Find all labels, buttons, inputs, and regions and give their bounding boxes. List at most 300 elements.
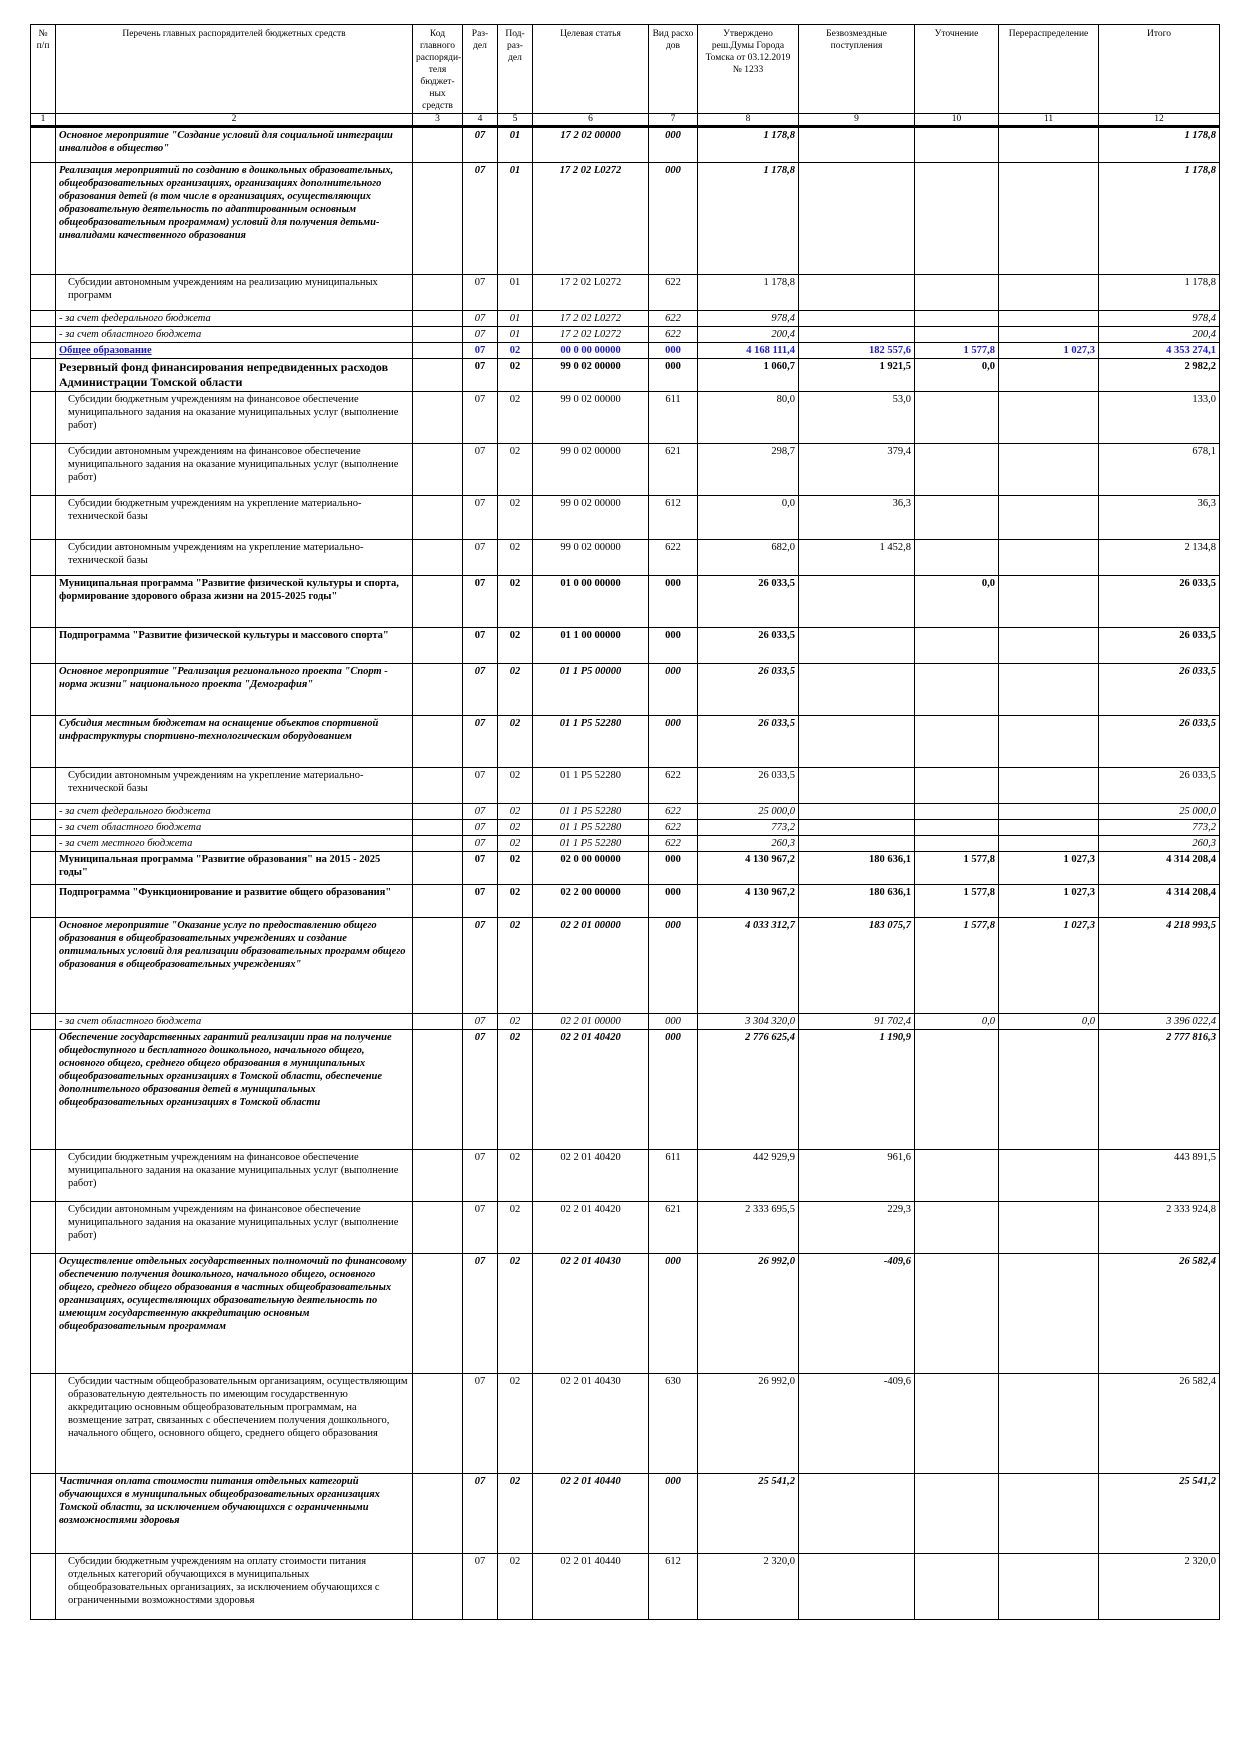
- row-number-cell: [31, 1014, 56, 1030]
- clarification-cell: [915, 496, 999, 540]
- subsection-cell: 02: [498, 1374, 533, 1474]
- subsection-cell: 02: [498, 1554, 533, 1620]
- redistribution-cell: [999, 1374, 1099, 1474]
- column-number: 11: [999, 114, 1099, 127]
- redistribution-cell: [999, 1150, 1099, 1202]
- distributor-code-cell: [413, 576, 463, 628]
- grants-cell: [799, 1554, 915, 1620]
- distributor-code-cell: [413, 804, 463, 820]
- target-article-cell: 01 1 P5 52280: [533, 716, 649, 768]
- item-name-cell: Основное мероприятие "Создание условий для социальной интеграции инвалидов в общество": [56, 127, 413, 163]
- approved-amount-cell: 26 033,5: [698, 628, 799, 664]
- distributor-code-cell: [413, 1202, 463, 1254]
- column-number: 1: [31, 114, 56, 127]
- grants-cell: 91 702,4: [799, 1014, 915, 1030]
- distributor-code-cell: [413, 444, 463, 496]
- clarification-cell: [915, 664, 999, 716]
- clarification-cell: [915, 1030, 999, 1150]
- target-article-cell: 01 1 P5 52280: [533, 836, 649, 852]
- row-number-cell: [31, 496, 56, 540]
- expense-type-cell: 000: [649, 359, 698, 392]
- section-cell: 07: [463, 1474, 498, 1554]
- clarification-cell: 1 577,8: [915, 852, 999, 885]
- total-cell: 260,3: [1099, 836, 1220, 852]
- subsection-cell: 01: [498, 127, 533, 163]
- section-cell: 07: [463, 852, 498, 885]
- subsection-cell: 02: [498, 628, 533, 664]
- column-number: 2: [56, 114, 413, 127]
- redistribution-cell: [999, 392, 1099, 444]
- grants-cell: -409,6: [799, 1254, 915, 1374]
- item-name-cell: - за счет областного бюджета: [56, 327, 413, 343]
- subsection-cell: 02: [498, 664, 533, 716]
- table-row: [31, 804, 1220, 820]
- redistribution-cell: [999, 804, 1099, 820]
- section-cell: 07: [463, 275, 498, 311]
- section-cell: 07: [463, 359, 498, 392]
- expense-type-cell: 622: [649, 311, 698, 327]
- clarification-cell: [915, 836, 999, 852]
- grants-cell: 183 075,7: [799, 918, 915, 1014]
- total-cell: 26 033,5: [1099, 768, 1220, 804]
- table-row: [31, 127, 1220, 163]
- subsection-cell: 02: [498, 576, 533, 628]
- redistribution-cell: [999, 359, 1099, 392]
- table-row: [31, 163, 1220, 275]
- approved-amount-cell: 442 929,9: [698, 1150, 799, 1202]
- header-cell: Безвозмездные поступления: [799, 25, 915, 114]
- row-number-cell: [31, 1254, 56, 1374]
- item-name-cell: Муниципальная программа "Развитие физической культуры и спорта, формирование здорового образа жизни на 2015-2025 годы": [56, 576, 413, 628]
- column-number: 6: [533, 114, 649, 127]
- grants-cell: [799, 820, 915, 836]
- redistribution-cell: [999, 311, 1099, 327]
- column-number: 10: [915, 114, 999, 127]
- expense-type-cell: 612: [649, 496, 698, 540]
- grants-cell: [799, 275, 915, 311]
- expense-type-cell: 621: [649, 1202, 698, 1254]
- approved-amount-cell: 26 033,5: [698, 716, 799, 768]
- section-cell: 07: [463, 1150, 498, 1202]
- section-cell: 07: [463, 163, 498, 275]
- target-article-cell: 02 0 00 00000: [533, 852, 649, 885]
- grants-cell: 180 636,1: [799, 885, 915, 918]
- distributor-code-cell: [413, 1150, 463, 1202]
- row-number-cell: [31, 885, 56, 918]
- column-number: 9: [799, 114, 915, 127]
- subsection-cell: 02: [498, 359, 533, 392]
- total-cell: 678,1: [1099, 444, 1220, 496]
- target-article-cell: 02 2 00 00000: [533, 885, 649, 918]
- approved-amount-cell: 0,0: [698, 496, 799, 540]
- target-article-cell: 17 2 02 00000: [533, 127, 649, 163]
- total-cell: 25 000,0: [1099, 804, 1220, 820]
- clarification-cell: 1 577,8: [915, 885, 999, 918]
- section-cell: 07: [463, 127, 498, 163]
- approved-amount-cell: 200,4: [698, 327, 799, 343]
- section-cell: 07: [463, 576, 498, 628]
- column-number-row: [31, 114, 1220, 127]
- subsection-cell: 02: [498, 1254, 533, 1374]
- expense-type-cell: 000: [649, 576, 698, 628]
- item-name-cell: Субсидии автономным учреждениям на укрепление материально-технической базы: [56, 768, 413, 804]
- subsection-cell: 01: [498, 163, 533, 275]
- approved-amount-cell: 4 130 967,2: [698, 852, 799, 885]
- section-cell: 07: [463, 836, 498, 852]
- subsection-cell: 02: [498, 804, 533, 820]
- total-cell: 4 218 993,5: [1099, 918, 1220, 1014]
- subsection-cell: 02: [498, 852, 533, 885]
- table-row: [31, 1150, 1220, 1202]
- redistribution-cell: [999, 1202, 1099, 1254]
- total-cell: 26 033,5: [1099, 628, 1220, 664]
- row-number-cell: [31, 804, 56, 820]
- expense-type-cell: 000: [649, 343, 698, 359]
- clarification-cell: [915, 392, 999, 444]
- target-article-cell: 01 1 P5 52280: [533, 768, 649, 804]
- row-number-cell: [31, 918, 56, 1014]
- table-row: [31, 275, 1220, 311]
- grants-cell: [799, 716, 915, 768]
- row-number-cell: [31, 540, 56, 576]
- row-number-cell: [31, 275, 56, 311]
- clarification-cell: [915, 804, 999, 820]
- table-row: [31, 836, 1220, 852]
- total-cell: 3 396 022,4: [1099, 1014, 1220, 1030]
- redistribution-cell: [999, 716, 1099, 768]
- redistribution-cell: 1 027,3: [999, 852, 1099, 885]
- table-body: [31, 127, 1220, 1620]
- clarification-cell: [915, 1554, 999, 1620]
- subsection-cell: 02: [498, 716, 533, 768]
- column-number: 4: [463, 114, 498, 127]
- section-cell: 07: [463, 1014, 498, 1030]
- subsection-cell: 01: [498, 327, 533, 343]
- item-name-cell: - за счет местного бюджета: [56, 836, 413, 852]
- section-cell: 07: [463, 664, 498, 716]
- total-cell: 2 777 816,3: [1099, 1030, 1220, 1150]
- item-name-cell: - за счет федерального бюджета: [56, 804, 413, 820]
- target-article-cell: 02 2 01 40420: [533, 1030, 649, 1150]
- distributor-code-cell: [413, 836, 463, 852]
- table-row: [31, 311, 1220, 327]
- target-article-cell: 01 1 P5 52280: [533, 820, 649, 836]
- target-article-cell: 99 0 02 00000: [533, 444, 649, 496]
- clarification-cell: [915, 1374, 999, 1474]
- table-row: [31, 885, 1220, 918]
- item-name-cell: Общее образование: [56, 343, 413, 359]
- section-cell: 07: [463, 327, 498, 343]
- target-article-cell: 99 0 02 00000: [533, 359, 649, 392]
- header-cell: Уточнение: [915, 25, 999, 114]
- approved-amount-cell: 25 000,0: [698, 804, 799, 820]
- target-article-cell: 02 2 01 40430: [533, 1374, 649, 1474]
- distributor-code-cell: [413, 359, 463, 392]
- header-cell: Целевая статья: [533, 25, 649, 114]
- grants-cell: 1 452,8: [799, 540, 915, 576]
- approved-amount-cell: 773,2: [698, 820, 799, 836]
- table-row: [31, 359, 1220, 392]
- section-cell: 07: [463, 1202, 498, 1254]
- section-cell: 07: [463, 820, 498, 836]
- target-article-cell: 02 2 01 40420: [533, 1202, 649, 1254]
- item-name-cell: - за счет областного бюджета: [56, 1014, 413, 1030]
- section-cell: 07: [463, 343, 498, 359]
- distributor-code-cell: [413, 127, 463, 163]
- approved-amount-cell: 26 033,5: [698, 576, 799, 628]
- approved-amount-cell: 682,0: [698, 540, 799, 576]
- grants-cell: [799, 127, 915, 163]
- distributor-code-cell: [413, 496, 463, 540]
- approved-amount-cell: 80,0: [698, 392, 799, 444]
- grants-cell: [799, 163, 915, 275]
- table-row: [31, 1030, 1220, 1150]
- item-name-cell: Субсидии частным общеобразовательным организациям, осуществляющим образовательную деятельность по имеющим государственную аккредитацию основным общеобразовательным программам, на возмещение затрат, связанных с обеспечением получения дошкольного, начального общего, основного общего, среднего общего образования: [56, 1374, 413, 1474]
- section-cell: 07: [463, 311, 498, 327]
- row-number-cell: [31, 576, 56, 628]
- clarification-cell: [915, 1254, 999, 1374]
- grants-cell: [799, 311, 915, 327]
- distributor-code-cell: [413, 1014, 463, 1030]
- target-article-cell: 02 2 01 40440: [533, 1474, 649, 1554]
- item-name-cell: Субсидии автономным учреждениям на финансовое обеспечение муниципального задания на оказание муниципальных услуг (выполнение работ): [56, 1202, 413, 1254]
- distributor-code-cell: [413, 885, 463, 918]
- total-cell: 1 178,8: [1099, 163, 1220, 275]
- approved-amount-cell: 26 992,0: [698, 1374, 799, 1474]
- total-cell: 2 320,0: [1099, 1554, 1220, 1620]
- total-cell: 26 582,4: [1099, 1254, 1220, 1374]
- target-article-cell: 02 2 01 00000: [533, 918, 649, 1014]
- distributor-code-cell: [413, 628, 463, 664]
- row-number-cell: [31, 311, 56, 327]
- clarification-cell: [915, 540, 999, 576]
- distributor-code-cell: [413, 1554, 463, 1620]
- column-number: 3: [413, 114, 463, 127]
- expense-type-cell: 000: [649, 1474, 698, 1554]
- approved-amount-cell: 4 033 312,7: [698, 918, 799, 1014]
- section-cell: 07: [463, 496, 498, 540]
- section-cell: 07: [463, 716, 498, 768]
- grants-cell: 36,3: [799, 496, 915, 540]
- clarification-cell: [915, 1474, 999, 1554]
- distributor-code-cell: [413, 1030, 463, 1150]
- target-article-cell: 17 2 02 L0272: [533, 275, 649, 311]
- expense-type-cell: 622: [649, 804, 698, 820]
- approved-amount-cell: 1 178,8: [698, 127, 799, 163]
- grants-cell: 379,4: [799, 444, 915, 496]
- section-cell: 07: [463, 804, 498, 820]
- distributor-code-cell: [413, 275, 463, 311]
- redistribution-cell: 1 027,3: [999, 343, 1099, 359]
- total-cell: 2 333 924,8: [1099, 1202, 1220, 1254]
- item-name-cell: Резервный фонд финансирования непредвиденных расходов Администрации Томской области: [56, 359, 413, 392]
- header-cell: Код главного распоряди-теля бюджет-ных средств: [413, 25, 463, 114]
- clarification-cell: [915, 275, 999, 311]
- row-number-cell: [31, 127, 56, 163]
- subsection-cell: 02: [498, 768, 533, 804]
- subsection-cell: 02: [498, 885, 533, 918]
- total-cell: 26 033,5: [1099, 664, 1220, 716]
- redistribution-cell: 1 027,3: [999, 918, 1099, 1014]
- total-cell: 773,2: [1099, 820, 1220, 836]
- expense-type-cell: 622: [649, 327, 698, 343]
- subsection-cell: 02: [498, 918, 533, 1014]
- distributor-code-cell: [413, 392, 463, 444]
- item-name-cell: Субсидии бюджетным учреждениям на оплату стоимости питания отдельных категорий обучающихся в муниципальных общеобразовательных организациях, за исключением обучающихся с ограниченными возможностями здоровья: [56, 1554, 413, 1620]
- distributor-code-cell: [413, 716, 463, 768]
- approved-amount-cell: 2 776 625,4: [698, 1030, 799, 1150]
- total-cell: 4 314 208,4: [1099, 852, 1220, 885]
- total-cell: 443 891,5: [1099, 1150, 1220, 1202]
- redistribution-cell: [999, 444, 1099, 496]
- total-cell: 4 353 274,1: [1099, 343, 1220, 359]
- row-number-cell: [31, 327, 56, 343]
- target-article-cell: 01 1 P5 00000: [533, 664, 649, 716]
- section-cell: 07: [463, 444, 498, 496]
- expense-type-cell: 000: [649, 664, 698, 716]
- row-number-cell: [31, 1030, 56, 1150]
- distributor-code-cell: [413, 664, 463, 716]
- distributor-code-cell: [413, 820, 463, 836]
- target-article-cell: 17 2 02 L0272: [533, 163, 649, 275]
- subsection-cell: 01: [498, 275, 533, 311]
- table-row: [31, 1014, 1220, 1030]
- clarification-cell: [915, 820, 999, 836]
- section-cell: 07: [463, 1554, 498, 1620]
- approved-amount-cell: 1 178,8: [698, 275, 799, 311]
- approved-amount-cell: 260,3: [698, 836, 799, 852]
- expense-type-cell: 000: [649, 1014, 698, 1030]
- subsection-cell: 02: [498, 836, 533, 852]
- item-name-cell: Подпрограмма "Функционирование и развитие общего образования": [56, 885, 413, 918]
- table-row: [31, 716, 1220, 768]
- section-cell: 07: [463, 392, 498, 444]
- subsection-cell: 02: [498, 444, 533, 496]
- redistribution-cell: [999, 163, 1099, 275]
- redistribution-cell: 0,0: [999, 1014, 1099, 1030]
- redistribution-cell: [999, 768, 1099, 804]
- total-cell: 25 541,2: [1099, 1474, 1220, 1554]
- row-number-cell: [31, 343, 56, 359]
- item-name-cell: Обеспечение государственных гарантий реализации прав на получение общедоступного и бесплатного дошкольного, начального общего, основного общего, среднего общего образования в муниципальных общеобразовательных организациях в Томской области, обеспечение дополнительного образования детей в муниципальных общеобразовательных организациях в Томской области: [56, 1030, 413, 1150]
- table-row: [31, 392, 1220, 444]
- approved-amount-cell: 26 992,0: [698, 1254, 799, 1374]
- section-cell: 07: [463, 1030, 498, 1150]
- approved-amount-cell: 2 333 695,5: [698, 1202, 799, 1254]
- clarification-cell: 0,0: [915, 576, 999, 628]
- table-row: [31, 768, 1220, 804]
- target-article-cell: 01 1 00 00000: [533, 628, 649, 664]
- subsection-cell: 02: [498, 540, 533, 576]
- target-article-cell: 99 0 02 00000: [533, 392, 649, 444]
- total-cell: 2 982,2: [1099, 359, 1220, 392]
- subsection-cell: 02: [498, 820, 533, 836]
- expense-type-cell: 611: [649, 1150, 698, 1202]
- clarification-cell: 0,0: [915, 359, 999, 392]
- distributor-code-cell: [413, 163, 463, 275]
- clarification-cell: [915, 1150, 999, 1202]
- clarification-cell: [915, 444, 999, 496]
- total-cell: 200,4: [1099, 327, 1220, 343]
- expense-type-cell: 630: [649, 1374, 698, 1474]
- grants-cell: [799, 836, 915, 852]
- table-row: [31, 1254, 1220, 1374]
- row-number-cell: [31, 836, 56, 852]
- expense-type-cell: 000: [649, 885, 698, 918]
- item-name-cell: Субсидия местным бюджетам на оснащение объектов спортивной инфраструктуры спортивно-технологическим оборудованием: [56, 716, 413, 768]
- target-article-cell: 02 2 01 40420: [533, 1150, 649, 1202]
- target-article-cell: 02 2 01 00000: [533, 1014, 649, 1030]
- row-number-cell: [31, 768, 56, 804]
- grants-cell: 961,6: [799, 1150, 915, 1202]
- expense-type-cell: 000: [649, 918, 698, 1014]
- expense-type-cell: 622: [649, 820, 698, 836]
- subsection-cell: 02: [498, 496, 533, 540]
- subsection-cell: 02: [498, 1150, 533, 1202]
- row-number-cell: [31, 1374, 56, 1474]
- row-number-cell: [31, 392, 56, 444]
- grants-cell: 229,3: [799, 1202, 915, 1254]
- approved-amount-cell: 298,7: [698, 444, 799, 496]
- target-article-cell: 17 2 02 L0272: [533, 327, 649, 343]
- target-article-cell: 99 0 02 00000: [533, 496, 649, 540]
- target-article-cell: 00 0 00 00000: [533, 343, 649, 359]
- total-cell: 26 033,5: [1099, 576, 1220, 628]
- subsection-cell: 02: [498, 1030, 533, 1150]
- total-cell: 26 582,4: [1099, 1374, 1220, 1474]
- section-cell: 07: [463, 885, 498, 918]
- grants-cell: [799, 768, 915, 804]
- header-cell: Утверждено реш.Думы Города Томска от 03.12.2019 № 1233: [698, 25, 799, 114]
- clarification-cell: [915, 163, 999, 275]
- redistribution-cell: [999, 327, 1099, 343]
- item-name-cell: Субсидии автономным учреждениям на укрепление материально-технической базы: [56, 540, 413, 576]
- grants-cell: 182 557,6: [799, 343, 915, 359]
- distributor-code-cell: [413, 327, 463, 343]
- approved-amount-cell: 3 304 320,0: [698, 1014, 799, 1030]
- row-number-cell: [31, 1150, 56, 1202]
- total-cell: 4 314 208,4: [1099, 885, 1220, 918]
- clarification-cell: [915, 327, 999, 343]
- distributor-code-cell: [413, 540, 463, 576]
- item-name-cell: Муниципальная программа "Развитие образования" на 2015 - 2025 годы": [56, 852, 413, 885]
- target-article-cell: 17 2 02 L0272: [533, 311, 649, 327]
- target-article-cell: 01 1 P5 52280: [533, 804, 649, 820]
- header-row: [31, 25, 1220, 114]
- clarification-cell: 1 577,8: [915, 343, 999, 359]
- redistribution-cell: [999, 1030, 1099, 1150]
- distributor-code-cell: [413, 311, 463, 327]
- clarification-cell: [915, 311, 999, 327]
- clarification-cell: [915, 1202, 999, 1254]
- grants-cell: 1 190,9: [799, 1030, 915, 1150]
- approved-amount-cell: 4 168 111,4: [698, 343, 799, 359]
- redistribution-cell: [999, 664, 1099, 716]
- column-number: 7: [649, 114, 698, 127]
- clarification-cell: [915, 628, 999, 664]
- target-article-cell: 02 2 01 40440: [533, 1554, 649, 1620]
- item-name-cell: Основное мероприятие "Реализация регионального проекта "Спорт - норма жизни" национального проекта "Демография": [56, 664, 413, 716]
- grants-cell: 53,0: [799, 392, 915, 444]
- header-cell: Вид расхо дов: [649, 25, 698, 114]
- redistribution-cell: 1 027,3: [999, 885, 1099, 918]
- grants-cell: -409,6: [799, 1374, 915, 1474]
- subsection-cell: 02: [498, 1014, 533, 1030]
- expense-type-cell: 622: [649, 540, 698, 576]
- item-name-cell: Субсидии автономным учреждениям на реализацию муниципальных программ: [56, 275, 413, 311]
- total-cell: 1 178,8: [1099, 275, 1220, 311]
- redistribution-cell: [999, 540, 1099, 576]
